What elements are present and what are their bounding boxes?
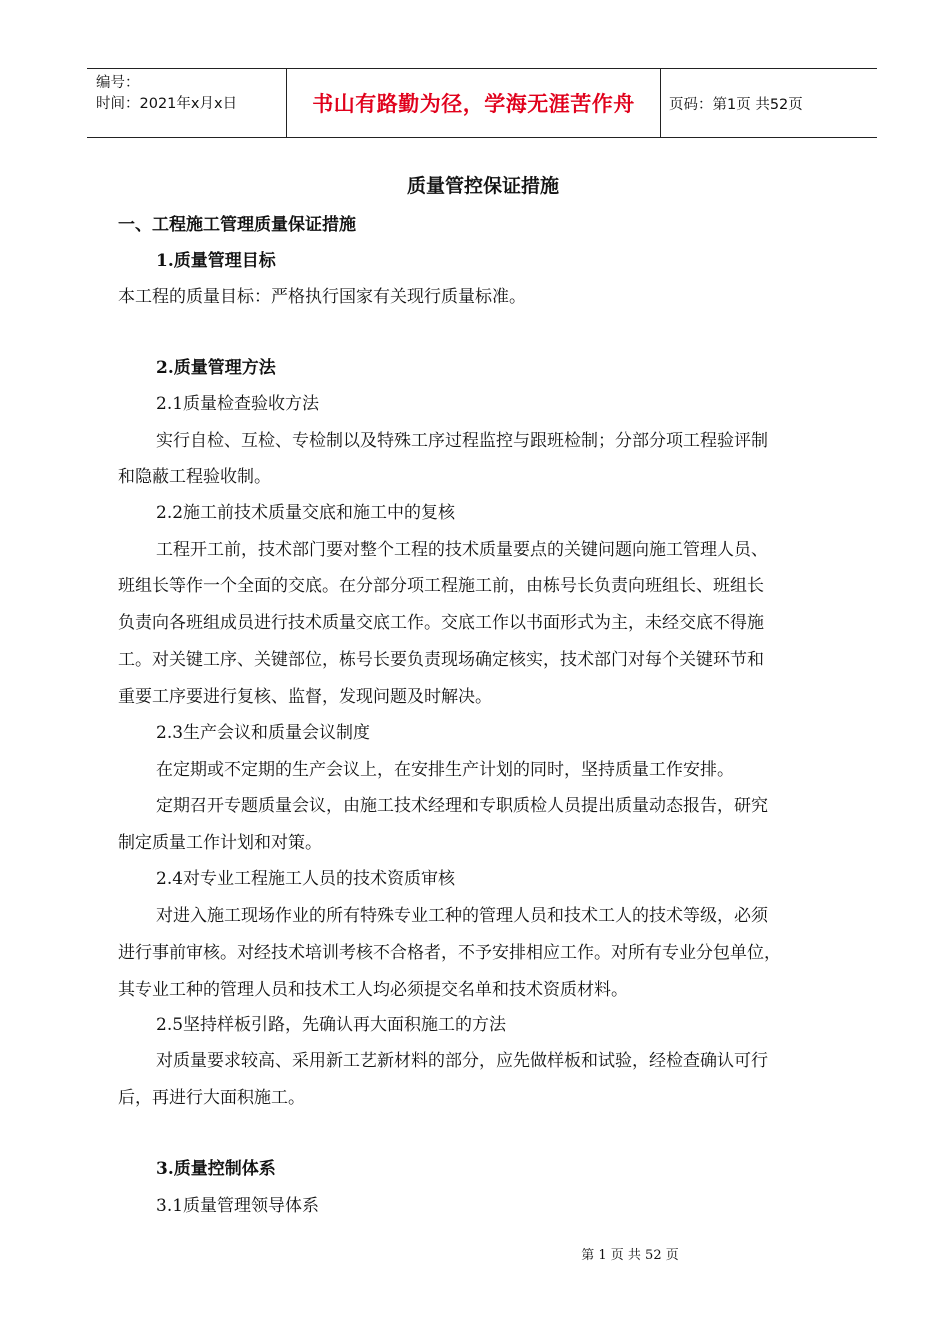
paragraph: 本工程的质量目标：严格执行国家有关现行质量标准。 xyxy=(118,287,526,307)
paragraph-line: 实行自检、互检、专检制以及特殊工序过程监控与跟班检制；分部分项工程验评制 xyxy=(156,431,768,451)
header-time: 时间：2021年x月x日 xyxy=(96,96,238,112)
paragraph-line: 在定期或不定期的生产会议上，在安排生产计划的同时，坚持质量工作安排。 xyxy=(156,760,734,780)
paragraph-line: 负责向各班组成员进行技术质量交底工作。交底工作以书面形式为主，未经交底不得施 xyxy=(118,613,764,633)
header-number: 编号： xyxy=(96,75,140,91)
subheading: 3.1质量管理领导体系 xyxy=(156,1196,320,1216)
page-footer: 第 1 页 共 52 页 xyxy=(581,1248,679,1263)
paragraph-line: 工。对关键工序、关键部位，栋号长要负责现场确定核实，技术部门对每个关键环节和 xyxy=(118,650,764,670)
header-meta xyxy=(87,69,287,137)
subheading: 2.2施工前技术质量交底和施工中的复核 xyxy=(156,503,456,523)
subheading: 2.3生产会议和质量会议制度 xyxy=(156,723,371,743)
paragraph-line: 重要工序要进行复核、监督，发现问题及时解决。 xyxy=(118,687,492,707)
subheading: 2.4对专业工程施工人员的技术资质审核 xyxy=(156,869,456,889)
paragraph-line: 班组长等作一个全面的交底。在分部分项工程施工前，由栋号长负责向班组长、班组长 xyxy=(118,576,764,596)
paragraph-line: 进行事前审核。对经技术培训考核不合格者，不予安排相应工作。对所有专业分包单位， xyxy=(118,943,781,963)
header-slogan: 书山有路勤为径，学海无涯苦作舟 xyxy=(287,69,661,137)
header-page-info: 页码：第1页 共52页 xyxy=(669,96,803,113)
heading-quality-control: 3.质量控制体系 xyxy=(156,1159,276,1179)
heading-quality-goal: 1.质量管理目标 xyxy=(156,251,276,271)
paragraph-line: 后，再进行大面积施工。 xyxy=(118,1088,305,1108)
document-title: 质量管控保证措施 xyxy=(406,175,559,197)
subheading: 2.5坚持样板引路，先确认再大面积施工的方法 xyxy=(156,1015,507,1035)
subheading: 2.1质量检查验收方法 xyxy=(156,394,320,414)
section-heading-1: 一、工程施工管理质量保证措施 xyxy=(118,215,356,235)
paragraph-line: 对进入施工现场作业的所有特殊专业工种的管理人员和技术工人的技术等级，必须 xyxy=(156,906,768,926)
paragraph-line: 其专业工种的管理人员和技术工人均必须提交名单和技术资质材料。 xyxy=(118,980,628,1000)
paragraph-line: 对质量要求较高、采用新工艺新材料的部分，应先做样板和试验，经检查确认可行 xyxy=(156,1051,768,1071)
paragraph-line: 定期召开专题质量会议，由施工技术经理和专职质检人员提出质量动态报告，研究 xyxy=(156,796,768,816)
paragraph-line: 和隐蔽工程验收制。 xyxy=(118,467,271,487)
paragraph-line: 工程开工前，技术部门要对整个工程的技术质量要点的关键问题向施工管理人员、 xyxy=(156,540,768,560)
page-header xyxy=(87,68,877,138)
heading-quality-method: 2.质量管理方法 xyxy=(156,358,276,378)
paragraph-line: 制定质量工作计划和对策。 xyxy=(118,833,322,853)
